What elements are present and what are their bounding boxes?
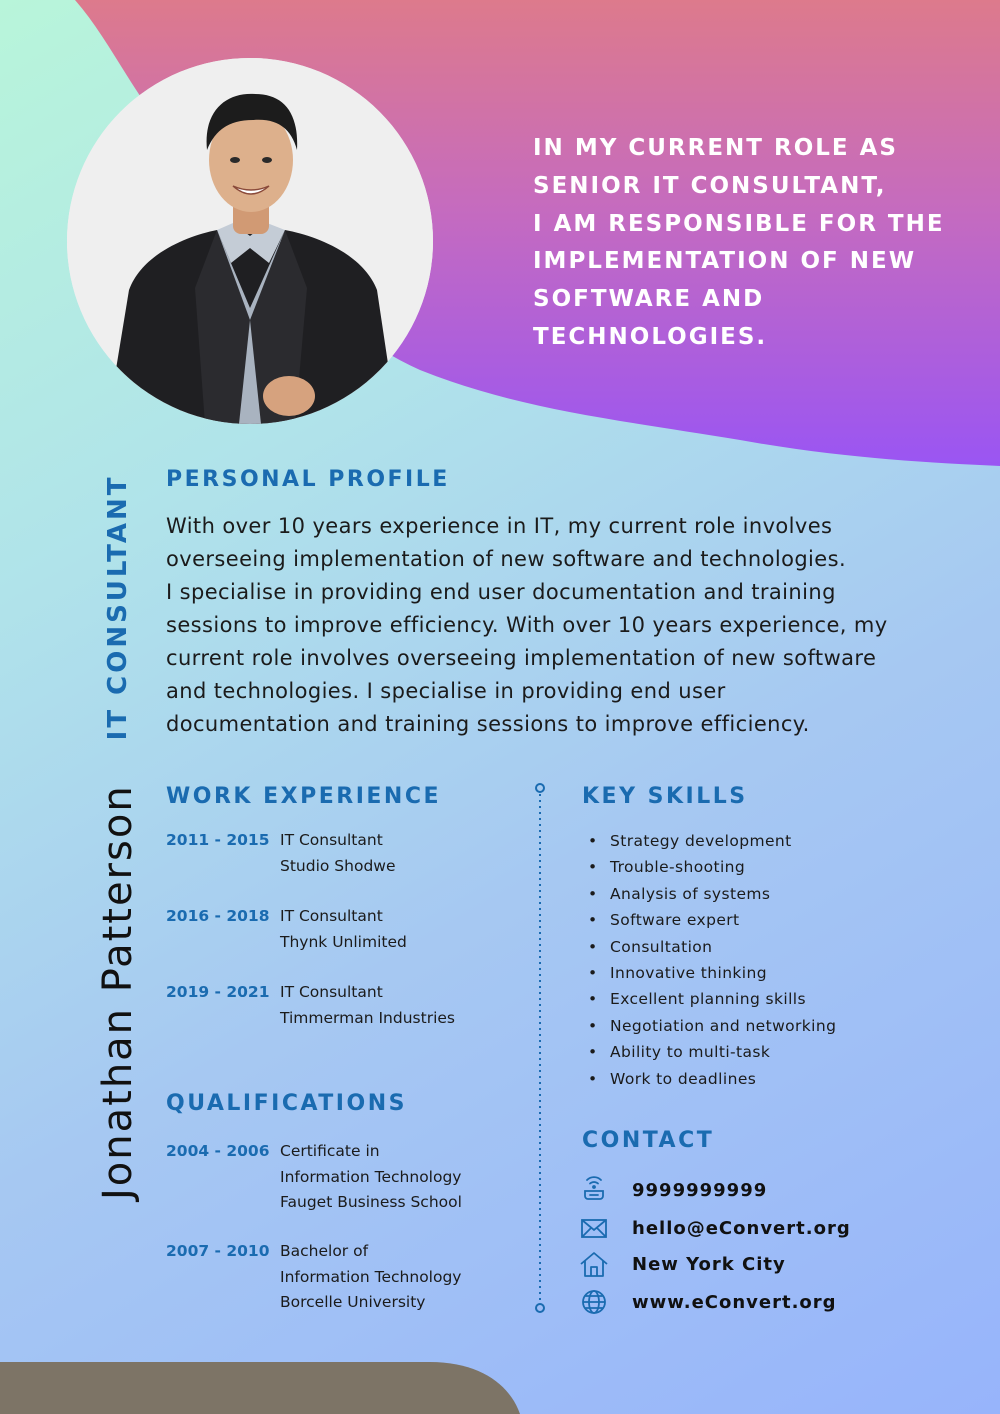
contact-row (578, 1248, 786, 1280)
skill-item: • Trouble-shooting (582, 854, 836, 880)
profile-line: I specialise in providing end user documentation and training (166, 580, 836, 604)
profile-line: and technologies. I specialise in providing end user (166, 679, 726, 703)
profile-line: overseeing implementation of new software and technologies. (166, 547, 847, 571)
skill-item: • Software expert (582, 907, 836, 933)
quote-line: IN MY CURRENT ROLE AS (533, 135, 898, 161)
entry-line: IT Consultant (280, 907, 383, 925)
entry-line: Borcelle University (280, 1293, 426, 1311)
work-entry (166, 904, 407, 955)
skill-item: • Consultation (582, 934, 836, 960)
quote-line: SOFTWARE AND (533, 286, 765, 313)
entry-line: Certificate in (280, 1142, 380, 1160)
profile-heading: PERSONAL PROFILE (166, 467, 450, 492)
quote-line: SENIOR IT CONSULTANT, (533, 172, 887, 199)
skill-item: • Innovative thinking (582, 960, 836, 986)
headline-quote (533, 130, 953, 357)
person-name: Jonathan Patterson (95, 784, 141, 1200)
skill-item: • Strategy development (582, 828, 836, 854)
skill-item: • Analysis of systems (582, 881, 836, 907)
entry-line: Fauget Business School (280, 1193, 462, 1211)
globe-icon (578, 1286, 610, 1318)
entry-details (280, 1239, 461, 1316)
work-entry (166, 828, 396, 879)
contact-row (578, 1174, 767, 1206)
entry-line: IT Consultant (280, 831, 383, 849)
home-icon (578, 1248, 610, 1280)
entry-years: 2016 - 2018 (166, 907, 270, 925)
key-skills-list (582, 828, 836, 1092)
skill-item: • Ability to multi-task (582, 1039, 836, 1065)
phone-icon (578, 1174, 610, 1206)
entry-details (280, 828, 396, 879)
entry-line: Thynk Unlimited (280, 932, 407, 951)
entry-line: IT Consultant (280, 983, 383, 1001)
profile-line: With over 10 years experience in IT, my current role involves (166, 514, 833, 538)
profile-line: current role involves overseeing implementation of new software (166, 646, 877, 670)
skill-item: • Excellent planning skills (582, 986, 836, 1012)
profile-photo (67, 58, 433, 424)
entry-years: 2011 - 2015 (166, 831, 270, 849)
work-experience-heading: WORK EXPERIENCE (166, 784, 441, 809)
entry-details (280, 904, 407, 955)
skill-item: • Negotiation and networking (582, 1013, 836, 1039)
profile-line: documentation and training sessions to improve efficiency. (166, 712, 810, 736)
vertical-name-banner (95, 440, 141, 1200)
contact-value: hello@eConvert.org (632, 1217, 851, 1239)
quote-line: IMPLEMENTATION OF NEW (533, 248, 917, 275)
job-title: IT CONSULTANT (103, 474, 133, 741)
contact-value: New York City (632, 1253, 786, 1275)
contact-value: www.eConvert.org (632, 1291, 837, 1313)
skill-item: • Work to deadlines (582, 1066, 836, 1092)
quote-line: TECHNOLOGIES. (533, 323, 768, 350)
entry-line: Timmerman Industries (280, 1008, 455, 1027)
qualifications-heading: QUALIFICATIONS (166, 1091, 407, 1116)
mail-icon (578, 1212, 610, 1244)
entry-line: Bachelor of (280, 1242, 369, 1260)
contact-row (578, 1286, 837, 1318)
entry-line: Information Technology (280, 1167, 462, 1186)
entry-details (280, 980, 455, 1031)
entry-years: 2019 - 2021 (166, 983, 270, 1001)
profile-text (166, 510, 926, 741)
profile-line: sessions to improve efficiency. With over 10 years experience, my (166, 613, 888, 637)
entry-details (280, 1139, 462, 1216)
bottom-decorative-shape (0, 1355, 520, 1414)
contact-heading: CONTACT (582, 1128, 715, 1153)
entry-line: Studio Shodwe (280, 856, 396, 875)
entry-line: Information Technology (280, 1267, 462, 1286)
contact-value: 9999999999 (632, 1179, 768, 1201)
quote-line: I AM RESPONSIBLE FOR THE (533, 210, 945, 237)
qualifications-entry (166, 1239, 461, 1316)
dotted-divider (532, 780, 548, 1316)
entry-years: 2004 - 2006 (166, 1142, 270, 1160)
qualifications-entry (166, 1139, 462, 1216)
entry-years: 2007 - 2010 (166, 1242, 270, 1260)
contact-row (578, 1212, 851, 1244)
work-entry (166, 980, 455, 1031)
key-skills-heading: KEY SKILLS (582, 784, 748, 809)
